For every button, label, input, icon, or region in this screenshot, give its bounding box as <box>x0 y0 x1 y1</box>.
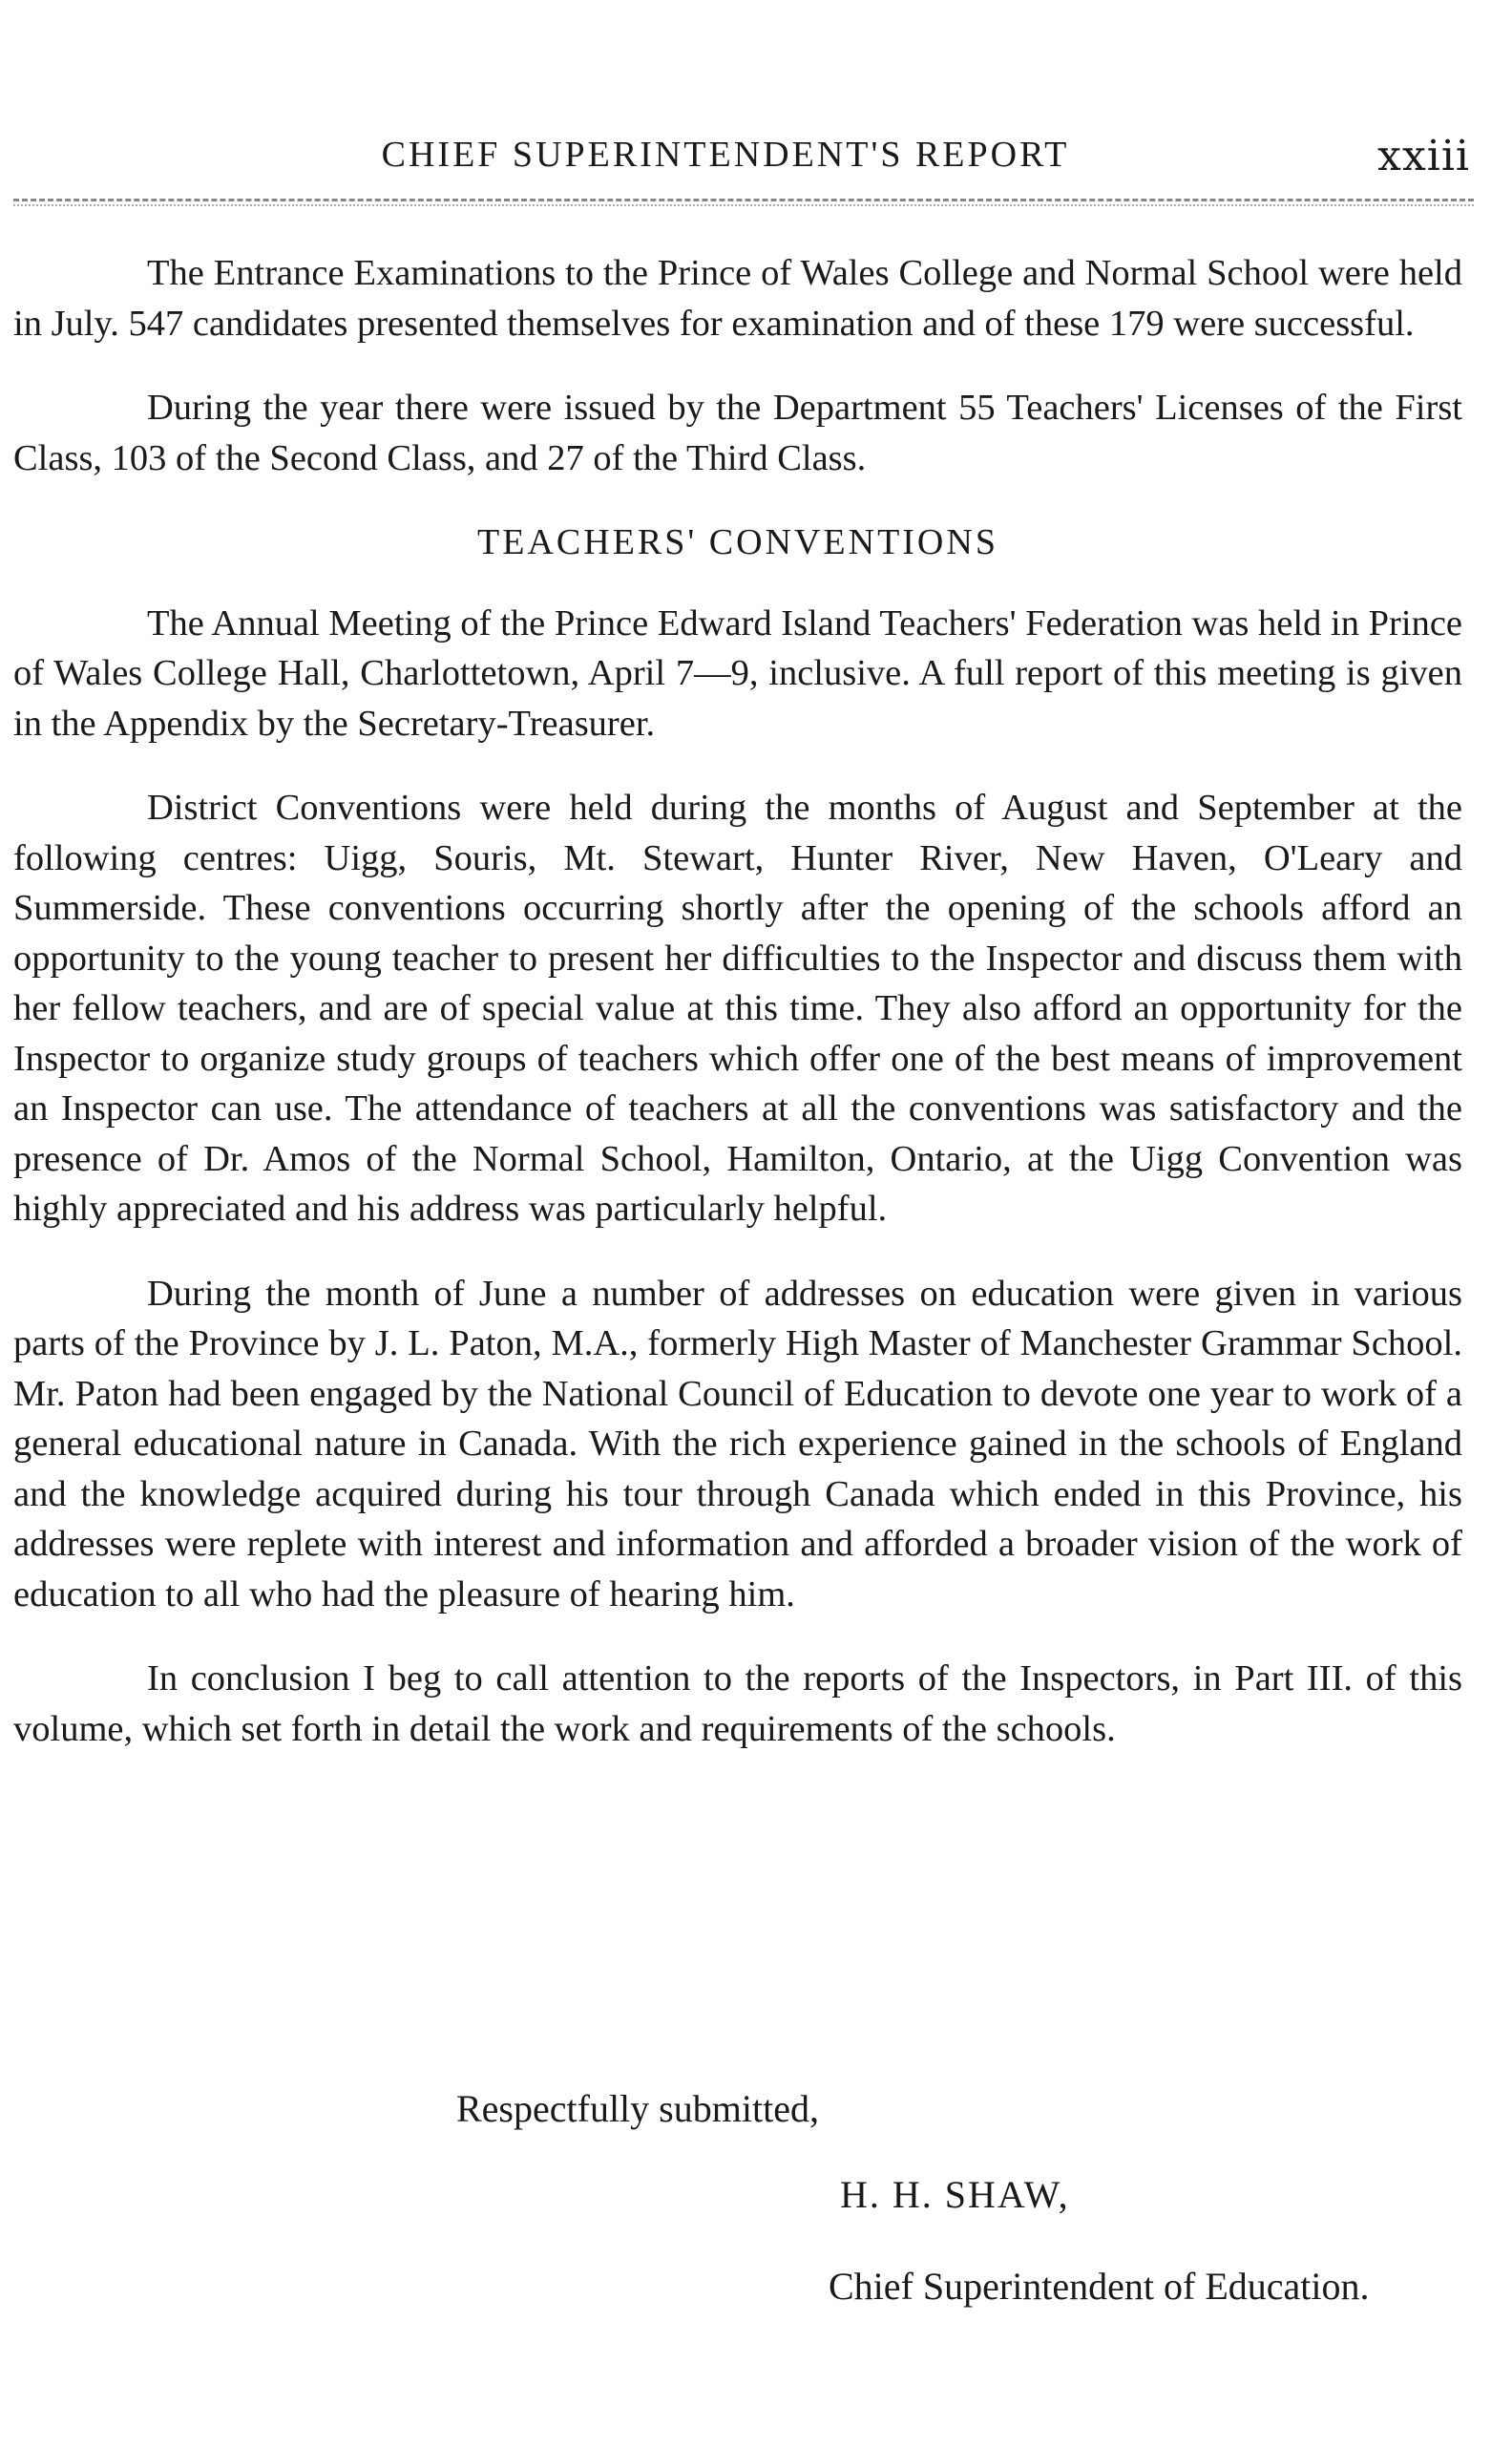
header-rule <box>13 199 1474 201</box>
signatory-title: Chief Superintendent of Education. <box>829 2265 1370 2308</box>
section-heading: TEACHERS' CONVENTIONS <box>477 522 998 562</box>
paragraph-conclusion: In conclusion I beg to call attention to the reports of the Inspectors, in Part III. of this volume, which set forth in detail the work and requirements of the schools. <box>13 1658 1462 1749</box>
report-body <box>13 248 1462 1788</box>
page-header <box>0 134 1512 191</box>
paragraph-paton-addresses: During the month of June a number of addresses on education were given in various parts of the Province by J. L. Paton, M.A., formerly High Master of Manchester Grammar School. Mr. Paton had been engaged by the National Council of Education to devote one year to work of a general educational nature in Canada. With the rich experience gained in the schools of England and the knowledge acquired during his tour through Canada which ended in this Province, his addresses were replete with interest and information and afforded a broader vision of the work of education to all who had the pleasure of hearing him. <box>13 1273 1462 1614</box>
signoff-closing: Respectfully submitted, <box>456 2087 819 2130</box>
paragraph-annual-meeting: The Annual Meeting of the Prince Edward Island Teachers' Federation was held in Prince of Wales College Hall, Charlottetown, April 7—9, inclusive. A full report of this meeting is given in the Appendix by the Secretary-Treasurer. <box>13 602 1462 744</box>
paragraph-entrance-examinations: The Entrance Examinations to the Prince of Wales College and Normal School were held in July. 547 candidates presented themselves for examination and of these 179 were successful. <box>13 253 1462 344</box>
paragraph-teachers-licenses: During the year there were issued by the Department 55 Teachers' Licenses of the First Class, 103 of the Second Class, and 27 of the Third Class. <box>13 388 1462 478</box>
paragraph-district-conventions: District Conventions were held during the months of August and September at the following centres: Uigg, Souris, Mt. Stewart, Hunter River, New Haven, O'Leary and Summerside. These conventions occurring shortly after the opening of the schools afford an opportunity to the young teacher to present her difficulties to the Inspector and discuss them with her fellow teachers, and are of special value at this time. They also afford an opportunity for the Inspector to organize study groups of teachers which offer one of the best means of improvement an Inspector can use. The attendance of teachers at all the conventions was satisfactory and the presence of Dr. Amos of the Normal School, Hamilton, Ontario, at the Uigg Convention was highly appreciated and his address was particularly helpful. <box>13 788 1462 1229</box>
page-number: xxiii <box>1377 132 1470 180</box>
running-title: CHIEF SUPERINTENDENT'S REPORT <box>381 135 1070 175</box>
signatory-name: H. H. SHAW, <box>840 2173 1070 2216</box>
header-rule-secondary <box>13 204 1474 206</box>
